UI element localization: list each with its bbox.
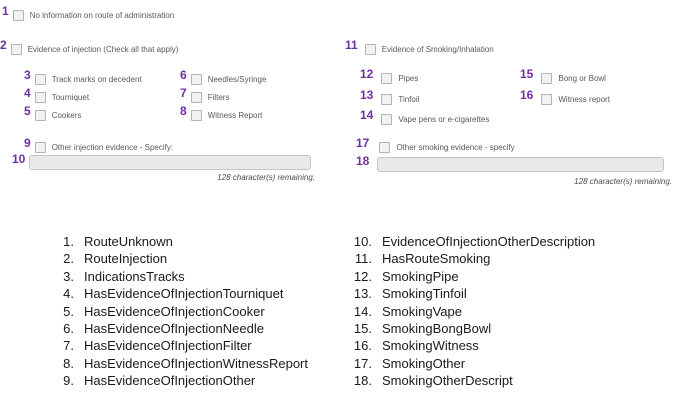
legend-number: 14. [353,303,372,319]
cookers-label: Cookers [51,111,82,120]
other-smoking-checkbox[interactable] [379,142,390,153]
legend-field-name: IndicationsTracks [84,268,185,284]
smoking-chars-remaining: 128 character(s) remaining. [574,177,672,186]
legend-item [60,303,308,320]
cookers-checkbox[interactable] [35,110,46,121]
legend-left-column [60,233,308,390]
legend-field-name: HasEvidenceOfInjectionFilter [84,338,252,354]
row-other-injection-input [12,152,311,170]
row-track-marks [24,68,142,86]
tinfoil-checkbox[interactable] [381,94,392,105]
other-smoking-input[interactable] [377,157,664,172]
legend-item [60,285,308,302]
row-smoking-header [345,38,494,56]
legend-number: 13. [353,286,372,302]
legend-number: 17. [353,355,372,371]
witness-report-injection-checkbox[interactable] [191,110,202,121]
legend-item [351,268,595,285]
legend-item [351,233,595,250]
legend-right-column [351,233,595,390]
route-unknown-checkbox[interactable] [13,10,24,21]
field-number: 10 [12,152,26,166]
row-other-smoking [356,136,515,154]
legend-item [351,285,595,302]
vape-checkbox[interactable] [381,114,392,125]
legend-field-name: HasRouteSmoking [382,251,491,267]
field-number: 1 [2,4,9,18]
injection-label: Evidence of injection (Check all that apply) [27,45,179,54]
filters-label: Filters [207,93,230,102]
field-number: 6 [180,68,187,82]
legend-item [351,250,595,267]
legend-item [60,233,308,250]
legend-number: 2. [63,251,74,267]
other-injection-label: Other injection evidence - Specify: [51,143,174,152]
field-number: 2 [0,38,7,52]
row-tinfoil [360,88,420,106]
other-smoking-label: Other smoking evidence - specify [396,143,515,152]
legend-item [60,355,308,372]
legend-number: 4. [63,286,74,302]
field-number: 18 [356,154,370,168]
legend-field-name: HasEvidenceOfInjectionOther [84,373,256,389]
legend-item [60,320,308,337]
field-number: 17 [356,136,370,150]
field-number: 5 [24,104,31,118]
legend-number: 8. [63,355,74,371]
legend-item [351,355,595,372]
row-pipes [360,67,419,85]
row-other-injection [24,136,174,154]
legend-field-name: SmokingOther [382,355,466,371]
tinfoil-label: Tinfoil [398,95,420,104]
legend-number: 12. [353,268,372,284]
legend-field-name: RouteUnknown [84,234,173,249]
legend-item [60,372,308,389]
row-injection-header [0,38,179,56]
legend-item [351,372,595,389]
legend-field-name: SmokingTinfoil [382,286,467,302]
legend-number: 10. [353,234,372,249]
legend-field-name: HasEvidenceOfInjectionWitnessReport [84,355,308,371]
legend-number: 7. [63,338,74,354]
legend-item [351,320,595,337]
field-number: 3 [24,68,31,82]
legend-number: 1. [63,234,74,249]
field-number: 8 [180,104,187,118]
other-injection-checkbox[interactable] [35,142,46,153]
legend-number: 18. [353,373,372,389]
legend-item [60,337,308,354]
legend-number: 15. [353,321,372,337]
legend-field-name: HasEvidenceOfInjectionCooker [84,303,265,319]
needles-label: Needles/Syringe [207,75,267,84]
field-number: 13 [360,88,374,102]
legend-item [60,268,308,285]
legend-number: 16. [353,338,372,354]
field-number: 12 [360,67,374,81]
row-tourniquet [24,86,90,104]
legend-number: 6. [63,321,74,337]
row-other-smoking-input [356,154,664,172]
legend-field-name: SmokingPipe [382,268,459,284]
row-cookers [24,104,82,122]
smoking-label: Evidence of Smoking/Inhalation [381,45,494,54]
legend-field-name: SmokingWitness [382,338,479,354]
row-witness-report-injection [180,104,263,122]
other-injection-input[interactable] [29,155,311,170]
row-filters [180,86,230,104]
row-bong-bowl [520,67,606,85]
tourniquet-checkbox[interactable] [35,92,46,103]
legend-number: 5. [63,303,74,319]
needles-checkbox[interactable] [191,74,202,85]
smoking-checkbox[interactable] [365,44,376,55]
field-number: 4 [24,86,31,100]
bong-bowl-checkbox[interactable] [541,73,552,84]
legend-item [60,250,308,267]
legend-field-name: EvidenceOfInjectionOtherDescription [382,234,596,249]
field-number: 15 [520,67,534,81]
vape-label: Vape pens or e-cigarettes [398,115,490,124]
injection-chars-remaining: 128 character(s) remaining. [217,173,315,182]
legend-field-name: HasEvidenceOfInjectionTourniquet [84,286,284,302]
row-route-unknown [2,4,175,22]
pipes-label: Pipes [398,74,419,83]
tourniquet-label: Tourniquet [51,93,90,102]
injection-checkbox[interactable] [11,44,22,55]
legend-field-name: SmokingVape [382,303,462,319]
field-number: 7 [180,86,187,100]
witness-report-smoking-checkbox[interactable] [541,94,552,105]
filters-checkbox[interactable] [191,92,202,103]
field-number: 9 [24,136,31,150]
legend-item [351,337,595,354]
track-marks-checkbox[interactable] [35,74,46,85]
row-witness-report-smoking [520,88,610,106]
witness-report-injection-label: Witness Report [207,111,263,120]
track-marks-label: Track marks on decedent [51,75,142,84]
field-number: 16 [520,88,534,102]
legend-number: 3. [63,268,74,284]
row-vape [360,108,490,126]
legend-field-name: SmokingOtherDescript [382,373,513,389]
pipes-checkbox[interactable] [381,73,392,84]
field-number: 14 [360,108,374,122]
field-number: 11 [345,38,358,52]
bong-bowl-label: Bong or Bowl [558,74,606,83]
row-needles [180,68,267,86]
legend-item [351,303,595,320]
witness-report-smoking-label: Witness report [558,95,610,104]
legend-field-name: HasEvidenceOfInjectionNeedle [84,321,264,337]
legend-field-name: RouteInjection [84,251,168,267]
route-unknown-label: No information on route of administration [29,11,175,20]
legend-number: 11. [354,251,372,267]
legend-field-name: SmokingBongBowl [382,321,492,337]
legend-number: 9. [63,373,74,389]
